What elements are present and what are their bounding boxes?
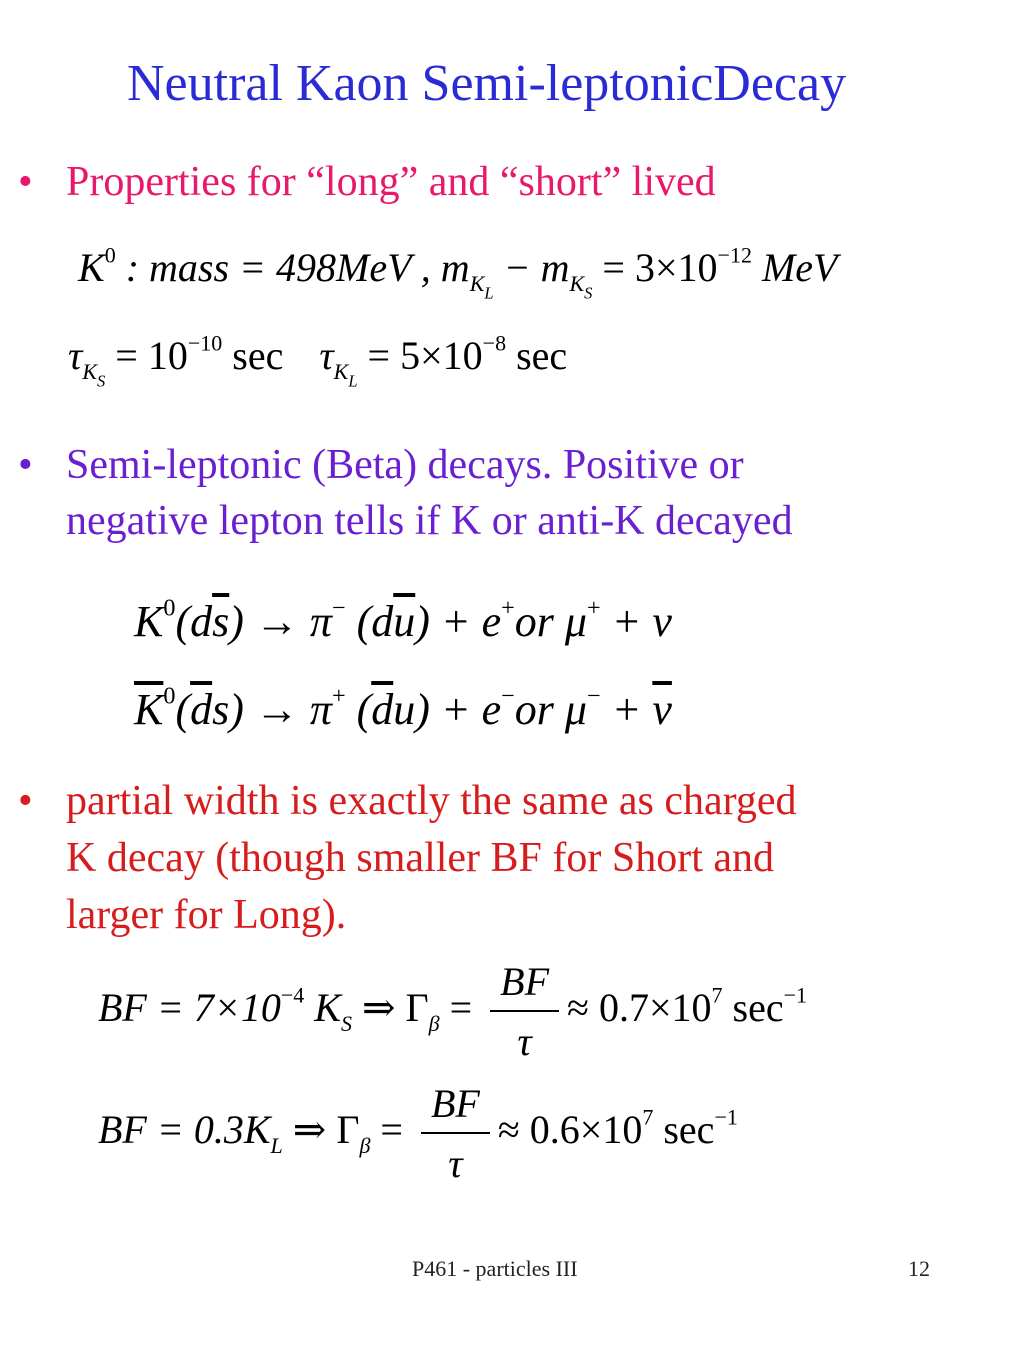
fraction: $\frac{BF}{\tau}$ <box>421 1080 490 1188</box>
footer-course: P461 - particles III <box>412 1256 578 1281</box>
bullet-3-line-1: partial width is exactly the same as charged <box>66 778 797 824</box>
slide-title: Neutral Kaon Semi-leptonicDecay <box>127 55 847 112</box>
equation-antik0-decay: $\overline{K}^0(\overline{d}s) \to \pi^+$ $(\overline{d}u) + e^-or$ $\mu^- + \overline{\nu}$ <box>134 682 672 734</box>
equation-k0-decay: $K^0(d\overline{s}) \to \pi^-$ $(d\overline{u}) + e^+or$ μ+ + ν <box>134 594 672 646</box>
bullet-marker: • <box>18 442 33 488</box>
equation-kaon-mass: $K^0$ : mass = 498MeV , $m_{K_L} - m_{K_S} = 3\times 10^{-12}$ MeV <box>78 242 838 303</box>
bullet-3-line-3: larger for Long). <box>66 892 347 938</box>
bullet-3-line-2: K decay (though smaller BF for Short and <box>66 835 775 881</box>
equation-bf-short: BF = $7\times 10^{-4}$ $K_S$ ⇒ $\Gamma_\beta$ = $\frac{BF}{\tau}$ ≈ $0.7\times 10^7$ $\sec^{-1}$ <box>98 959 808 1064</box>
footer-page-number: 12 <box>908 1256 930 1281</box>
bullet-marker: • <box>18 159 33 205</box>
bullet-marker: • <box>18 778 33 824</box>
bullet-2-line-2: negative lepton tells if K or anti-K decayed <box>66 498 793 544</box>
equation-bf-long: BF = $0.3K_L$ ⇒ $\Gamma_\beta$ = $\frac{BF}{\tau}$ ≈ $0.6\times 10^7$ $\sec^{-1}$ <box>98 1081 738 1186</box>
equation-lifetimes: $\tau_{K_S} = 10^{-10}$ $\sec \tau_{K_L} = 5\times 10^{-8}$ sec <box>68 330 568 391</box>
bullet-2-line-1: Semi-leptonic (Beta) decays. Positive or <box>66 442 744 488</box>
fraction: $\frac{BF}{\tau}$ <box>490 958 559 1066</box>
bullet-1-line-1: Properties for “long” and “short” lived <box>66 159 716 205</box>
